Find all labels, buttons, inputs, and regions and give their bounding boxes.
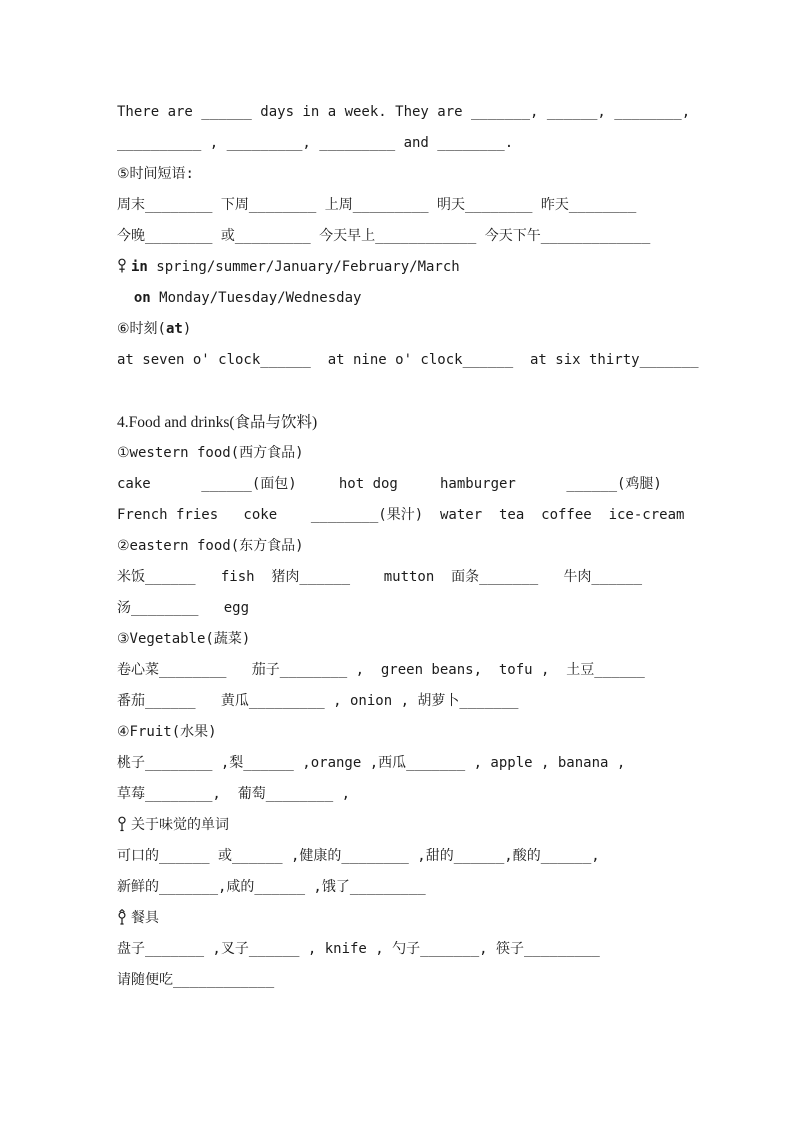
taste-words-line-2	[117, 872, 733, 903]
text-segment: )	[182, 321, 192, 337]
western-food-items-line-2	[117, 500, 733, 531]
taste-words-subheading	[117, 810, 733, 841]
text-segment: spring/summer/January/February/March	[147, 259, 460, 275]
heading-food-and-drinks	[117, 407, 733, 438]
text-segment: ③Vegetable(蔬菜)	[117, 631, 251, 647]
tableware-items-line	[117, 934, 733, 965]
bold-text-segment: at	[165, 321, 183, 337]
text-segment: cake ______(面包) hot dog hamburger ______(鸡腿)	[117, 476, 662, 492]
text-segment: ②eastern food(东方食品)	[117, 538, 304, 554]
text-segment: 草莓________, 葡萄________ ,	[117, 786, 351, 802]
heading-time-phrases	[117, 159, 733, 190]
document-content	[117, 97, 733, 996]
eastern-food-items-line-2	[117, 593, 733, 624]
text-segment: 今晚________ 或_________ 今天早上____________ 今天下午_____________	[117, 228, 651, 244]
tableware-subheading	[117, 903, 733, 934]
time-phrases-blanks-line-1	[117, 190, 733, 221]
text-segment: 可口的______ 或______ ,健康的________ ,甜的______,酸的______,	[117, 848, 600, 864]
female-symbol-icon	[117, 258, 127, 274]
text-segment: 餐具	[131, 910, 159, 926]
heading-western-food	[117, 438, 733, 469]
text-segment: 请随便吃____________	[117, 972, 275, 988]
heading-eastern-food	[117, 531, 733, 562]
text-segment	[117, 290, 134, 306]
text-segment: 4.Food and drinks(食品与饮料)	[117, 414, 318, 431]
text-segment: 盘子_______ ,叉子______ , knife , 勺子_______, 筷子_________	[117, 941, 600, 957]
vegetable-items-line-2	[117, 686, 733, 717]
preposition-in-note	[117, 252, 733, 283]
text-segment: 卷心菜________ 茄子________ , green beans, tofu , 土豆______	[117, 662, 645, 678]
text-segment: ⑥时刻(	[117, 321, 166, 337]
fruit-items-line-1	[117, 748, 733, 779]
text-segment: 关于味觉的单词	[131, 817, 229, 833]
clock-time-blanks-line	[117, 345, 733, 376]
week-days-sentence-line-2	[117, 128, 733, 159]
text-segment: ④Fruit(水果)	[117, 724, 217, 740]
preposition-on-note	[117, 283, 733, 314]
text-segment: 汤________ egg	[117, 600, 250, 616]
text-segment: ⑤时间短语:	[117, 166, 194, 182]
text-segment: 桃子________ ,梨______ ,orange ,西瓜_______ , apple , banana ,	[117, 755, 626, 771]
vertical-male-symbol-icon	[117, 909, 127, 925]
time-phrases-blanks-line-2	[117, 221, 733, 252]
text-segment: 番茄______ 黄瓜_________ , onion , 胡萝卜_______	[117, 693, 519, 709]
eastern-food-items-line-1	[117, 562, 733, 593]
text-segment: ①western food(西方食品)	[117, 445, 304, 461]
bold-text-segment: on	[133, 290, 151, 306]
text-segment: There are ______ days in a week. They are _______, ______, ________,	[117, 104, 691, 120]
week-days-sentence-line-1	[117, 97, 733, 128]
bold-text-segment: in	[131, 259, 148, 275]
text-segment: 新鲜的_______,咸的______ ,饿了_________	[117, 879, 426, 895]
text-segment: 米饭______ fish 猪肉______ mutton 面条_______ 牛肉______	[117, 569, 643, 585]
taste-words-line-1	[117, 841, 733, 872]
heading-fruit	[117, 717, 733, 748]
text-segment: French fries coke ________(果汁) water tea coffee ice-cream	[117, 507, 685, 523]
western-food-items-line-1	[117, 469, 733, 500]
vegetable-items-line-1	[117, 655, 733, 686]
heading-vegetable	[117, 624, 733, 655]
spacer-line	[117, 376, 733, 407]
text-segment: __________ , _________, _________ and ________.	[117, 135, 514, 151]
neuter-symbol-icon	[117, 816, 127, 832]
heading-clock-time-at	[117, 314, 733, 345]
fruit-items-line-2	[117, 779, 733, 810]
text-segment: at seven o' clock______ at nine o' clock______ at six thirty_______	[117, 352, 699, 368]
help-yourself-line	[117, 965, 733, 996]
text-segment: 周末________ 下周________ 上周_________ 明天________ 昨天________	[117, 197, 637, 213]
text-segment: Monday/Tuesday/Wednesday	[150, 290, 362, 306]
